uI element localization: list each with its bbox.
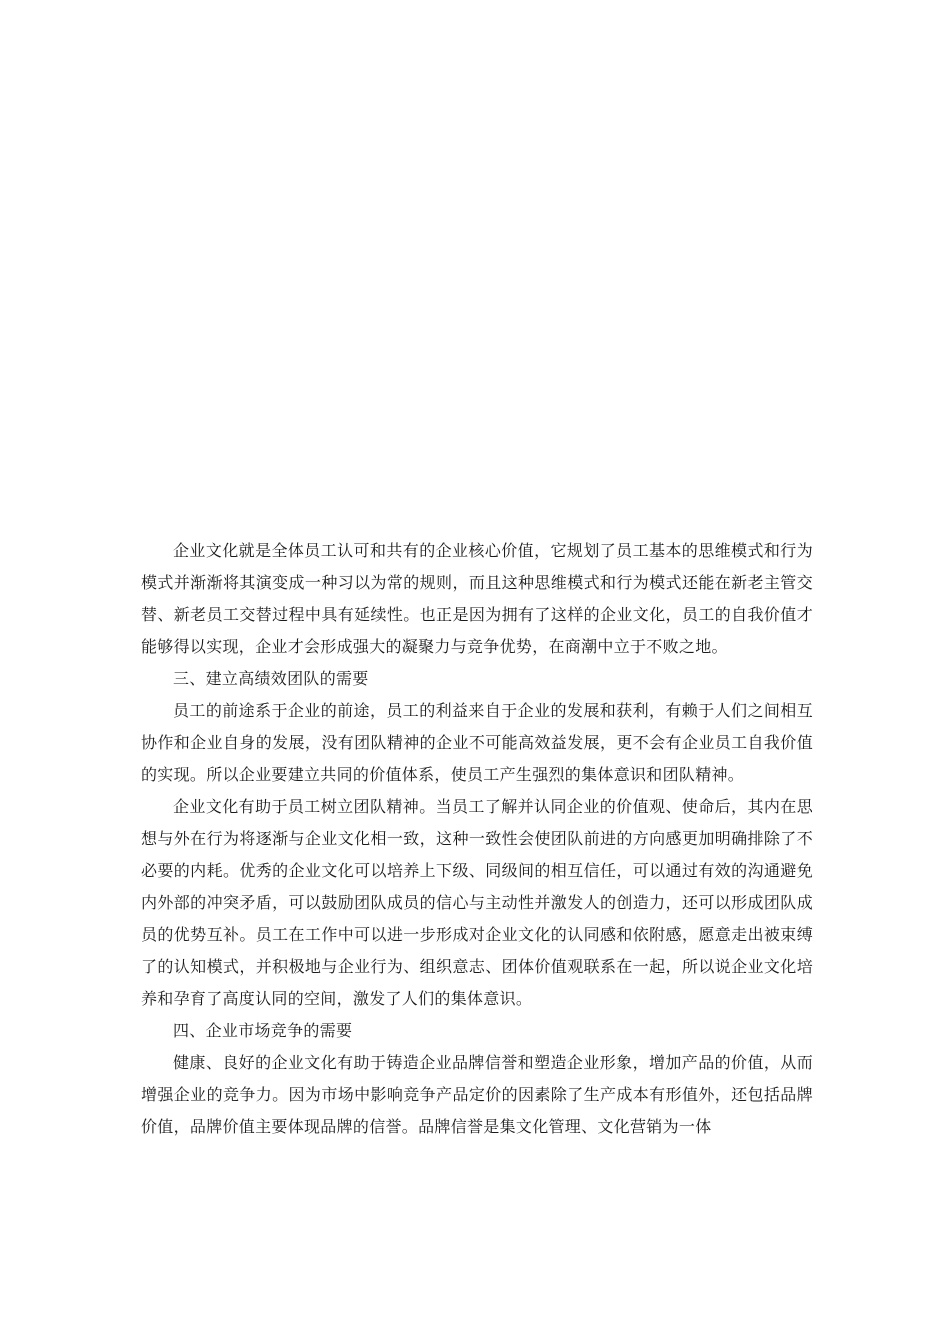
section-heading-market-competition: 四、企业市场竞争的需要: [173, 1021, 353, 1040]
paragraph-team-spirit: 企业文化有助于员工树立团队精神。当员工了解并认同企业的价值观、使命后，其内在思想与外在行为将逐渐与企业文化相一致，这种一致性会使团队前进的方向感更加明确排除了不必要的内耗。优秀的企业文化可以培养上下级、同级间的相互信任，可以通过有效的沟通避免内外部的冲突矛盾，可以鼓励团队成员的信心与主动性并激发人的创造力，还可以形成团队成员的优势互补。员工在工作中可以进一步形成对企业文化的认同感和依附感，愿意走出被束缚了的认知模式，并积极地与企业行为、组织意志、团体价值观联系在一起，所以说企业文化培养和孕育了高度认同的空间，激发了人们的集体意识。: [141, 797, 813, 1008]
paragraph-corporate-culture-definition: 企业文化就是全体员工认可和共有的企业核心价值，它规划了员工基本的思维模式和行为模式并渐渐将其演变成一种习以为常的规则，而且这种思维模式和行为模式还能在新老主管交替、新老员工交替过程中具有延续性。也正是因为拥有了这样的企业文化，员工的自我价值才能够得以实现，企业才会形成强大的凝聚力与竞争优势，在商潮中立于不败之地。: [141, 541, 813, 656]
section-heading-high-performance-team: 三、建立高绩效团队的需要: [173, 669, 369, 688]
document-body: [141, 535, 813, 1143]
paragraph-brand-reputation: 健康、良好的企业文化有助于铸造企业品牌信誉和塑造企业形象，增加产品的价值，从而增强企业的竞争力。因为市场中影响竞争产品定价的因素除了生产成本有形值外，还包括品牌价值，品牌价值主要体现品牌的信誉。品牌信誉是集文化管理、文化营销为一体: [141, 1053, 813, 1136]
paragraph-employee-future: 员工的前途系于企业的前途，员工的利益来自于企业的发展和获利，有赖于人们之间相互协作和企业自身的发展，没有团队精神的企业不可能高效益发展，更不会有企业员工自我价值的实现。所以企业要建立共同的价值体系，使员工产生强烈的集体意识和团队精神。: [141, 701, 813, 784]
